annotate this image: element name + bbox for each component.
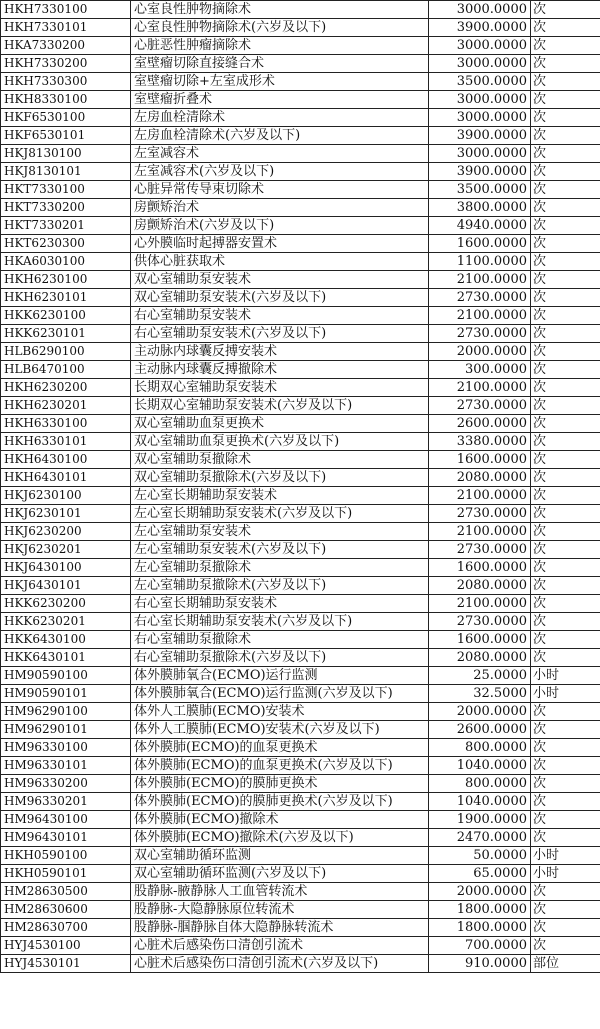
table-row [1,793,600,811]
item-unit: 次 [531,721,600,739]
table-row [1,109,600,127]
item-code: HKK6230101 [1,325,131,343]
item-price: 3900.0000 [429,127,531,145]
item-price: 2080.0000 [429,469,531,487]
item-name: 左室减容术 [131,145,429,163]
table-row [1,73,600,91]
item-unit: 次 [531,451,600,469]
item-code: HKT6230300 [1,235,131,253]
item-code: HKA6030100 [1,253,131,271]
item-unit: 次 [531,253,600,271]
item-code: HKA7330200 [1,37,131,55]
item-unit: 次 [531,109,600,127]
item-price: 1040.0000 [429,793,531,811]
item-price: 2730.0000 [429,613,531,631]
item-price: 910.0000 [429,955,531,973]
item-unit: 次 [531,901,600,919]
item-name: 右心室长期辅助泵安装术 [131,595,429,613]
item-unit: 次 [531,883,600,901]
table-row [1,253,600,271]
item-price: 3000.0000 [429,1,531,19]
item-code: HKK6230201 [1,613,131,631]
item-name: 心脏术后感染伤口清创引流术(六岁及以下) [131,955,429,973]
item-price: 3000.0000 [429,145,531,163]
item-name: 房颤矫治术(六岁及以下) [131,217,429,235]
item-price: 2080.0000 [429,649,531,667]
table-row [1,955,600,973]
item-name: 右心室长期辅助泵安装术(六岁及以下) [131,613,429,631]
item-code: HKT7330200 [1,199,131,217]
item-unit: 次 [531,271,600,289]
item-code: HM96290101 [1,721,131,739]
table-row [1,541,600,559]
item-name: 右心室辅助泵安装术(六岁及以下) [131,325,429,343]
item-name: 心外膜临时起搏器安置术 [131,235,429,253]
item-code: HLB6290100 [1,343,131,361]
item-name: 左房血栓清除术 [131,109,429,127]
item-code: HM96330201 [1,793,131,811]
item-price: 2000.0000 [429,343,531,361]
item-name: 长期双心室辅助泵安装术(六岁及以下) [131,397,429,415]
table-row [1,505,600,523]
item-name: 双心室辅助泵撤除术(六岁及以下) [131,469,429,487]
item-unit: 次 [531,163,600,181]
item-code: HM28630500 [1,883,131,901]
table-row [1,649,600,667]
item-name: 长期双心室辅助泵安装术 [131,379,429,397]
item-unit: 次 [531,595,600,613]
item-code: HKJ6430100 [1,559,131,577]
item-price: 2730.0000 [429,289,531,307]
table-row [1,811,600,829]
item-code: HKH6230201 [1,397,131,415]
item-name: 心脏恶性肿瘤摘除术 [131,37,429,55]
item-price: 3000.0000 [429,109,531,127]
table-row [1,1,600,19]
item-code: HM96330100 [1,739,131,757]
item-name: 双心室辅助泵安装术 [131,271,429,289]
item-unit: 次 [531,523,600,541]
item-price: 2000.0000 [429,883,531,901]
item-unit: 次 [531,73,600,91]
item-price: 3380.0000 [429,433,531,451]
item-code: HKT7330100 [1,181,131,199]
table-row [1,829,600,847]
item-code: HKH6330101 [1,433,131,451]
item-code: HM90590100 [1,667,131,685]
item-price: 3500.0000 [429,73,531,91]
item-unit: 次 [531,613,600,631]
table-row [1,559,600,577]
item-name: 股静脉-腘静脉自体大隐静脉转流术 [131,919,429,937]
table-row [1,199,600,217]
item-price: 3000.0000 [429,91,531,109]
item-name: 室壁瘤折叠术 [131,91,429,109]
table-row [1,883,600,901]
item-code: HKF6530100 [1,109,131,127]
item-code: HKF6530101 [1,127,131,145]
item-price: 65.0000 [429,865,531,883]
item-unit: 次 [531,559,600,577]
table-row [1,37,600,55]
item-name: 股静脉-大隐静脉原位转流术 [131,901,429,919]
item-price: 2730.0000 [429,541,531,559]
table-row [1,469,600,487]
item-unit: 次 [531,775,600,793]
item-code: HM28630600 [1,901,131,919]
table-row [1,631,600,649]
item-price: 1800.0000 [429,901,531,919]
item-unit: 次 [531,181,600,199]
item-unit: 次 [531,649,600,667]
table-row [1,613,600,631]
item-code: HKJ8130100 [1,145,131,163]
item-unit: 次 [531,379,600,397]
item-code: HKK6230100 [1,307,131,325]
item-unit: 次 [531,829,600,847]
table-row [1,325,600,343]
item-unit: 次 [531,199,600,217]
item-unit: 次 [531,343,600,361]
table-row [1,163,600,181]
item-code: HYJ4530101 [1,955,131,973]
item-price: 25.0000 [429,667,531,685]
item-code: HM96330200 [1,775,131,793]
item-code: HKJ8130101 [1,163,131,181]
item-price: 2000.0000 [429,703,531,721]
table-row [1,667,600,685]
table-row [1,865,600,883]
item-price: 2100.0000 [429,379,531,397]
item-price: 800.0000 [429,775,531,793]
table-row [1,271,600,289]
item-name: 心脏术后感染伤口清创引流术 [131,937,429,955]
item-code: HM96330101 [1,757,131,775]
table-row [1,595,600,613]
item-name: 体外膜肺(ECMO)的血泵更换术 [131,739,429,757]
item-code: HKK6430100 [1,631,131,649]
item-unit: 次 [531,469,600,487]
item-unit: 次 [531,397,600,415]
item-unit: 部位 [531,955,600,973]
item-price: 3500.0000 [429,181,531,199]
fee-table-body [1,1,600,973]
item-code: HKH6230101 [1,289,131,307]
item-code: HKJ6230100 [1,487,131,505]
item-price: 3000.0000 [429,55,531,73]
table-row [1,775,600,793]
item-name: 主动脉内球囊反搏撤除术 [131,361,429,379]
item-unit: 小时 [531,685,600,703]
item-name: 心脏异常传导束切除术 [131,181,429,199]
item-name: 体外膜肺(ECMO)的膜肺更换术 [131,775,429,793]
item-name: 双心室辅助血泵更换术 [131,415,429,433]
table-row [1,685,600,703]
item-unit: 次 [531,757,600,775]
table-row [1,523,600,541]
table-row [1,145,600,163]
item-code: HKH6330100 [1,415,131,433]
item-price: 2730.0000 [429,505,531,523]
item-unit: 次 [531,217,600,235]
table-row [1,91,600,109]
item-name: 双心室辅助泵安装术(六岁及以下) [131,289,429,307]
item-price: 2100.0000 [429,595,531,613]
item-unit: 次 [531,919,600,937]
item-unit: 次 [531,793,600,811]
table-row [1,127,600,145]
item-name: 左心室长期辅助泵安装术(六岁及以下) [131,505,429,523]
table-row [1,937,600,955]
item-name: 左室减容术(六岁及以下) [131,163,429,181]
item-code: HKH7330101 [1,19,131,37]
item-price: 2100.0000 [429,307,531,325]
item-name: 供体心脏获取术 [131,253,429,271]
item-price: 1600.0000 [429,451,531,469]
item-name: 右心室辅助泵撤除术 [131,631,429,649]
item-code: HKT7330201 [1,217,131,235]
item-unit: 次 [531,235,600,253]
item-unit: 次 [531,1,600,19]
item-name: 双心室辅助泵撤除术 [131,451,429,469]
item-unit: 小时 [531,847,600,865]
table-row [1,379,600,397]
item-price: 1800.0000 [429,919,531,937]
table-row [1,55,600,73]
table-row [1,721,600,739]
item-code: HM96430100 [1,811,131,829]
item-price: 2100.0000 [429,271,531,289]
item-code: HM28630700 [1,919,131,937]
table-row [1,757,600,775]
item-code: HKH7330100 [1,1,131,19]
item-code: HKH6430101 [1,469,131,487]
item-code: HYJ4530100 [1,937,131,955]
item-code: HKH6430100 [1,451,131,469]
table-row [1,703,600,721]
item-code: HKJ6430101 [1,577,131,595]
item-price: 1600.0000 [429,631,531,649]
item-price: 3900.0000 [429,19,531,37]
item-name: 左心室辅助泵撤除术(六岁及以下) [131,577,429,595]
item-code: HKH8330100 [1,91,131,109]
item-code: HKJ6230200 [1,523,131,541]
item-name: 双心室辅助循环监测(六岁及以下) [131,865,429,883]
table-row [1,415,600,433]
item-price: 4940.0000 [429,217,531,235]
item-code: HKH7330200 [1,55,131,73]
item-price: 1600.0000 [429,559,531,577]
item-code: HKH6230200 [1,379,131,397]
item-price: 300.0000 [429,361,531,379]
table-row [1,19,600,37]
item-price: 2730.0000 [429,397,531,415]
item-name: 右心室辅助泵撤除术(六岁及以下) [131,649,429,667]
table-row [1,739,600,757]
table-row [1,433,600,451]
item-name: 双心室辅助循环监测 [131,847,429,865]
item-unit: 次 [531,577,600,595]
item-unit: 次 [531,415,600,433]
item-name: 股静脉-腋静脉人工血管转流术 [131,883,429,901]
item-name: 体外人工膜肺(ECMO)安装术(六岁及以下) [131,721,429,739]
item-name: 双心室辅助血泵更换术(六岁及以下) [131,433,429,451]
item-code: HM96430101 [1,829,131,847]
item-name: 室壁瘤切除直接缝合术 [131,55,429,73]
item-unit: 次 [531,91,600,109]
item-unit: 小时 [531,865,600,883]
item-price: 3900.0000 [429,163,531,181]
item-name: 体外膜肺氧合(ECMO)运行监测(六岁及以下) [131,685,429,703]
item-price: 1900.0000 [429,811,531,829]
item-unit: 次 [531,127,600,145]
item-code: HM90590101 [1,685,131,703]
item-price: 3800.0000 [429,199,531,217]
table-row [1,307,600,325]
table-row [1,217,600,235]
item-unit: 次 [531,325,600,343]
table-row [1,289,600,307]
item-unit: 次 [531,505,600,523]
table-row [1,901,600,919]
item-unit: 次 [531,739,600,757]
item-name: 体外膜肺(ECMO)撤除术 [131,811,429,829]
item-name: 室壁瘤切除+左室成形术 [131,73,429,91]
item-unit: 次 [531,487,600,505]
item-price: 700.0000 [429,937,531,955]
item-code: HKH0590101 [1,865,131,883]
item-name: 左心室辅助泵安装术 [131,523,429,541]
item-unit: 次 [531,19,600,37]
item-name: 左心室辅助泵安装术(六岁及以下) [131,541,429,559]
item-name: 左心室辅助泵撤除术 [131,559,429,577]
item-unit: 次 [531,289,600,307]
item-price: 1040.0000 [429,757,531,775]
table-row [1,235,600,253]
item-code: HM96290100 [1,703,131,721]
item-unit: 次 [531,55,600,73]
item-price: 2730.0000 [429,325,531,343]
item-price: 3000.0000 [429,37,531,55]
table-row [1,577,600,595]
item-price: 2470.0000 [429,829,531,847]
item-name: 心室良性肿物摘除术 [131,1,429,19]
item-unit: 次 [531,307,600,325]
item-name: 体外膜肺(ECMO)撤除术(六岁及以下) [131,829,429,847]
item-code: HKJ6230101 [1,505,131,523]
item-unit: 次 [531,631,600,649]
item-name: 房颤矫治术 [131,199,429,217]
item-code: HKH6230100 [1,271,131,289]
item-price: 2080.0000 [429,577,531,595]
item-unit: 次 [531,433,600,451]
item-code: HKH7330300 [1,73,131,91]
item-code: HLB6470100 [1,361,131,379]
item-price: 2600.0000 [429,721,531,739]
item-name: 体外膜肺氧合(ECMO)运行监测 [131,667,429,685]
item-name: 体外膜肺(ECMO)的血泵更换术(六岁及以下) [131,757,429,775]
item-code: HKK6230200 [1,595,131,613]
item-price: 32.5000 [429,685,531,703]
table-row [1,361,600,379]
item-unit: 次 [531,37,600,55]
item-name: 主动脉内球囊反搏安装术 [131,343,429,361]
item-name: 左房血栓清除术(六岁及以下) [131,127,429,145]
table-row [1,181,600,199]
item-unit: 次 [531,937,600,955]
item-price: 50.0000 [429,847,531,865]
item-price: 1100.0000 [429,253,531,271]
item-name: 心室良性肿物摘除术(六岁及以下) [131,19,429,37]
item-name: 体外人工膜肺(ECMO)安装术 [131,703,429,721]
item-price: 1600.0000 [429,235,531,253]
item-price: 2100.0000 [429,487,531,505]
table-row [1,397,600,415]
item-name: 体外膜肺(ECMO)的膜肺更换术(六岁及以下) [131,793,429,811]
item-unit: 次 [531,811,600,829]
item-unit: 小时 [531,667,600,685]
table-row [1,451,600,469]
item-unit: 次 [531,703,600,721]
table-row [1,487,600,505]
table-row [1,847,600,865]
table-row [1,919,600,937]
item-price: 800.0000 [429,739,531,757]
table-row [1,343,600,361]
item-price: 2600.0000 [429,415,531,433]
item-price: 2100.0000 [429,523,531,541]
item-unit: 次 [531,145,600,163]
item-code: HKJ6230201 [1,541,131,559]
item-name: 右心室辅助泵安装术 [131,307,429,325]
item-code: HKK6430101 [1,649,131,667]
item-code: HKH0590100 [1,847,131,865]
item-name: 左心室长期辅助泵安装术 [131,487,429,505]
item-unit: 次 [531,361,600,379]
item-unit: 次 [531,541,600,559]
